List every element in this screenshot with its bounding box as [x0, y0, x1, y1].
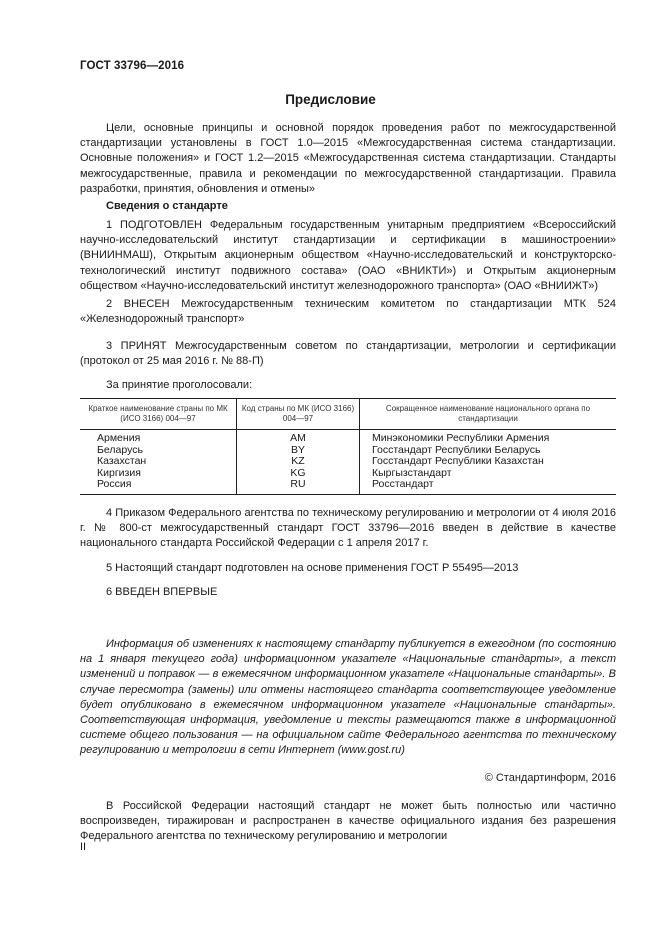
header-country-name: Краткое наименование страны по МК (ИСО 3166) 004—97: [80, 399, 237, 430]
country-cell: Россия: [80, 479, 237, 494]
country-cell: Беларусь: [80, 445, 237, 457]
body-cell: Госстандарт Республики Беларусь: [372, 443, 541, 456]
copyright-notice: © Стандартинформ, 2016: [484, 772, 616, 784]
item-1-prepared: 1 ПОДГОТОВЛЕН Федеральным государственным унитарным предприятием «Всероссийский научно-исследовательский институт стандартизации и сертификации в машиностроении» (ВНИИНМАШ), Открытым акционерным обществом «Научно-исследовательский и конструкторско-технологический институт подвижного состава» (ОАО «ВНИКТИ») и Открытым акционерным обществом «Научно-исследовательский институт железнодорожного транспорта» (ОАО «ВНИИЖТ»): [80, 219, 616, 292]
item-6-introduced: 6 ВВЕДЕН ВПЕРВЫЕ: [106, 586, 218, 598]
header-country-code: Код страны по МК (ИСО 3166) 004—97: [237, 399, 360, 430]
voting-table: [80, 398, 616, 495]
country-cell: Армения: [80, 430, 237, 445]
standard-code: ГОСТ 33796—2016: [80, 60, 185, 72]
item-5-basis: 5 Настоящий стандарт подготовлен на основе применения ГОСТ Р 55495—2013: [106, 562, 519, 574]
body-cell: Минэкономики Республики Армения: [372, 432, 550, 444]
code-cell: BY: [237, 445, 360, 457]
code-cell: KZ: [237, 456, 360, 468]
table-row: [80, 430, 616, 445]
changes-info-note: Информация об изменениях к настоящему стандарту публикуется в ежегодном (по состоянию на 1 января текущего года) информационном указателе «Национальные стандарты», а текст изменений и поправок — в ежемесячном информационном указателе «Национальные стандарты». В случае пересмотра (замены) или отмены настоящего стандарта соответствующее уведомление будет опубликовано в ежемесячном информационном указателе «Национальные стандарты». Соответствующая информация, уведомление и тексты размещаются также в информационной системе общего пользования — на официальном сайте Федерального агентства по техническому регулированию и метрологии в сети Интернет (www.gost.ru): [80, 638, 616, 757]
code-cell: AM: [237, 430, 360, 445]
table-row: [80, 479, 616, 494]
body-cell: Росстандарт: [360, 479, 617, 494]
intro-paragraph: Цели, основные принципы и основной порядок проведения работ по межгосударственной стандартизации установлены в ГОСТ 1.0—2015 «Межгосударственная система стандартизации. Основные положения» и ГОСТ 1.2—2015 «Межгосударственная система стандартизации. Стандарты межгосударственные, правила и рекомендации по межгосударственной стандартизации. Правила разработки, принятия, обновления и отмены»: [80, 122, 616, 195]
table-row: [80, 456, 616, 468]
item-3-adopted: 3 ПРИНЯТ Межгосударственным советом по стандартизации, метрологии и сертификации (протокол от 25 мая 2016 г. № 88-П): [80, 340, 616, 368]
item-2-submitted: 2 ВНЕСЕН Межгосударственным техническим комитетом по стандартизации МТК 524 «Железнодорожный транспорт»: [80, 298, 616, 326]
body-cell: Кыргызстандарт: [372, 466, 452, 479]
body-cell: Госстандарт Республики Казахстан: [372, 455, 544, 467]
country-cell: Киргизия: [80, 468, 237, 480]
reproduction-notice: В Российской Федерации настоящий стандарт не может быть полностью или частично воспроизведен, тиражирован и распространен в качестве официального издания без разрешения Федерального агентства по техническому регулированию и метрологии: [80, 800, 616, 843]
info-heading: Сведения о стандарте: [106, 200, 228, 212]
country-cell: Казахстан: [80, 456, 237, 468]
code-cell: KG: [237, 468, 360, 480]
table-header-row: [80, 399, 616, 430]
item-4-order: 4 Приказом Федерального агентства по техническому регулированию и метрологии от 4 июля 2016 г. № 800-ст межгосударственный стандарт ГОСТ 33796—2016 введен в действие в качестве национального стандарта Российской Федерации с 1 апреля 2017 г.: [80, 507, 616, 550]
code-cell: RU: [237, 479, 360, 494]
page-title: Предисловие: [285, 92, 376, 107]
table-row: [80, 468, 616, 480]
voted-label: За принятие проголосовали:: [106, 379, 253, 391]
header-standards-body: Сокращенное наименование национального органа по стандартизации: [360, 399, 617, 430]
page-number: II: [80, 841, 87, 853]
